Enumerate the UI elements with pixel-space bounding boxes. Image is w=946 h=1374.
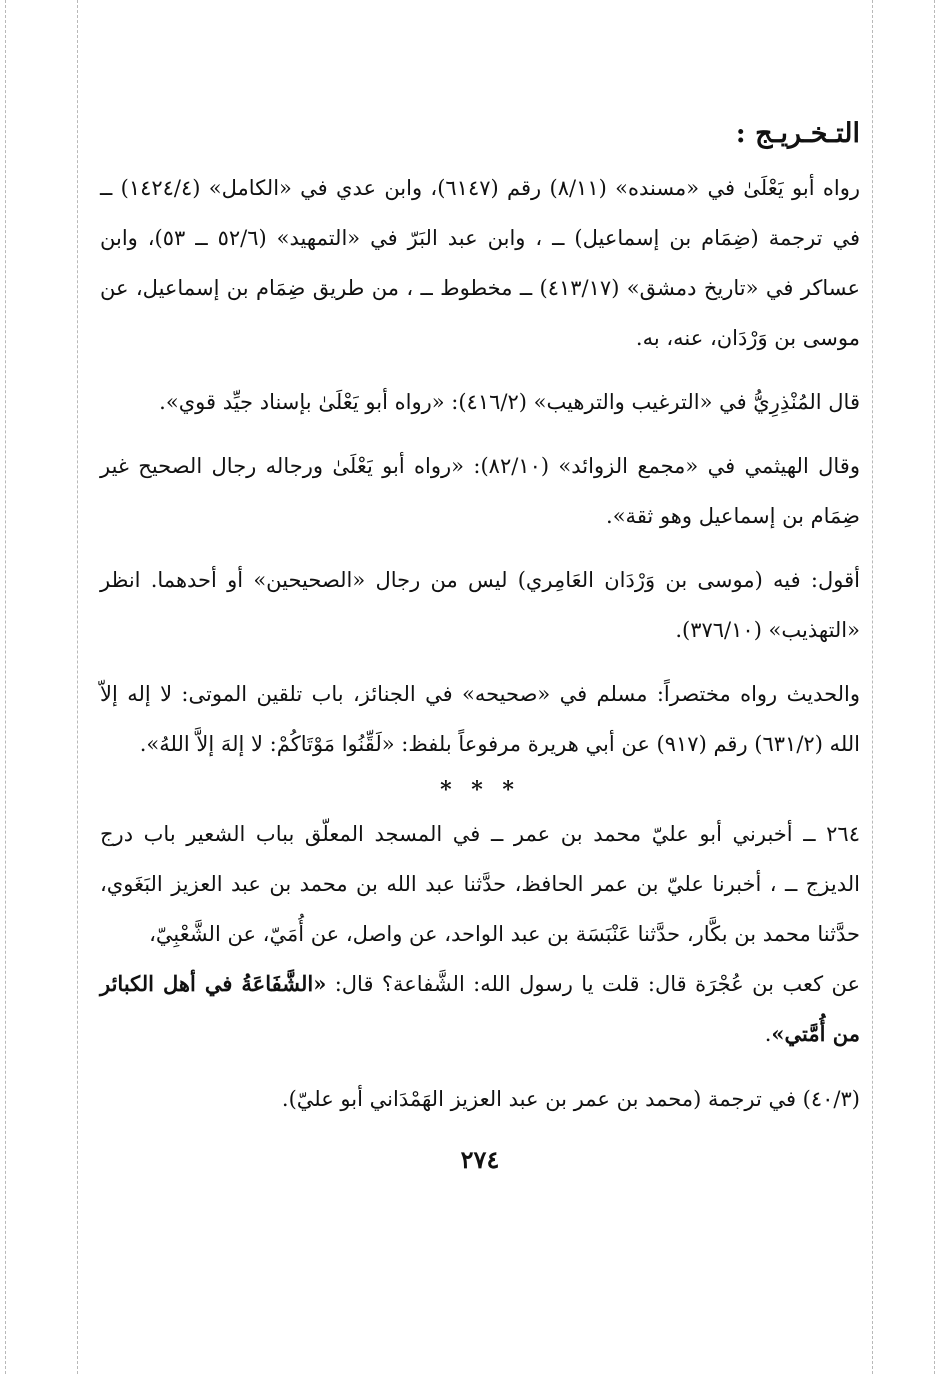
paragraph-comment: أقول: فيه (موسى بن وَرْدَان العَامِري) ليس من رجال «الصحيحين» أو أحدهما. انظر «التهذيب» (٣٧٦/١٠). <box>100 568 860 642</box>
paragraph-takhrij: رواه أبو يَعْلَىٰ في «مسنده» (٨/١١) رقم (٦١٤٧)، وابن عدي في «الكامل» (١٤٢٤/٤) ــ في ترجمة (ضِمَام بن إسماعيل) ــ ، وابن عبد البَرّ في «التمهيد» (٥٢/٦ ــ ٥٣)، وابن عساكر في «تاريخ دمشق» (٤١٣/١٧) ــ مخطوط ــ ، من طريق ضِمَام بن إسماعيل، عن موسى بن وَرْدَان، عنه، به. <box>100 176 861 350</box>
margin-guide-right <box>934 0 935 1374</box>
hadith-matn-intro: عن كعب بن عُجْرَة قال: قلت يا رسول الله: الشَّفاعة؟ قال: <box>326 972 861 996</box>
section-separator: * * * <box>440 777 520 803</box>
hadith-matn-text: «الشَّفَاعَةُ في أهل الكبائر من أُمَّتي» <box>100 971 860 1046</box>
paragraph-mundhiri: قال المُنْذِرِيُّ في «الترغيب والترهيب» (٤١٦/٢): «رواه أبو يَعْلَىٰ بإسناد جيِّد قوي». <box>159 390 860 414</box>
document-page <box>100 118 860 1174</box>
footnote: (٤٠/٣) في ترجمة (محمد بن عمر بن عبد العزيز الهَمْدَاني أبو عليّ). <box>281 1087 860 1111</box>
margin-guide-right-inner <box>872 0 873 1374</box>
hadith-isnad: ٢٦٤ ــ أخبرني أبو عليّ محمد بن عمر ــ في المسجد المعلّق بباب الشعير باب درج الديزج ــ ، أخبرنا عليّ بن عمر الحافظ، حدَّثنا عبد الله بن محمد بن عبد العزيز البَغَوي، حدَّثنا محمد بن بكَّار، حدَّثنا عَنْبَسَة بن عبد الواحد، عن واصل، عن أُمَيّ، عن الشَّعْبِيّ، <box>100 822 860 946</box>
paragraph-muslim: والحديث رواه مختصراً: مسلم في «صحيحه» في الجنائز، باب تلقين الموتى: لا إله إلاّ الله (٦٣١/٢) رقم (٩١٧) عن أبي هريرة مرفوعاً بلفظ: «لَقِّنُوا مَوْتَاكُمْ: لا إلهَ إلاَّ اللهُ». <box>100 682 860 756</box>
margin-guide-left <box>5 0 6 1374</box>
section-heading: التـخـريـج : <box>735 118 860 149</box>
hadith-matn <box>100 959 860 1059</box>
hadith-matn-end: . <box>764 1022 772 1046</box>
page-number: ٢٧٤ <box>460 1145 500 1174</box>
paragraph-haythami: وقال الهيثمي في «مجمع الزوائد» (٨٢/١٠): «رواه أبو يَعْلَىٰ ورجاله رجال الصحيح غير ضِمَام بن إسماعيل وهو ثقة». <box>100 454 860 528</box>
margin-guide-left-inner <box>77 0 78 1374</box>
